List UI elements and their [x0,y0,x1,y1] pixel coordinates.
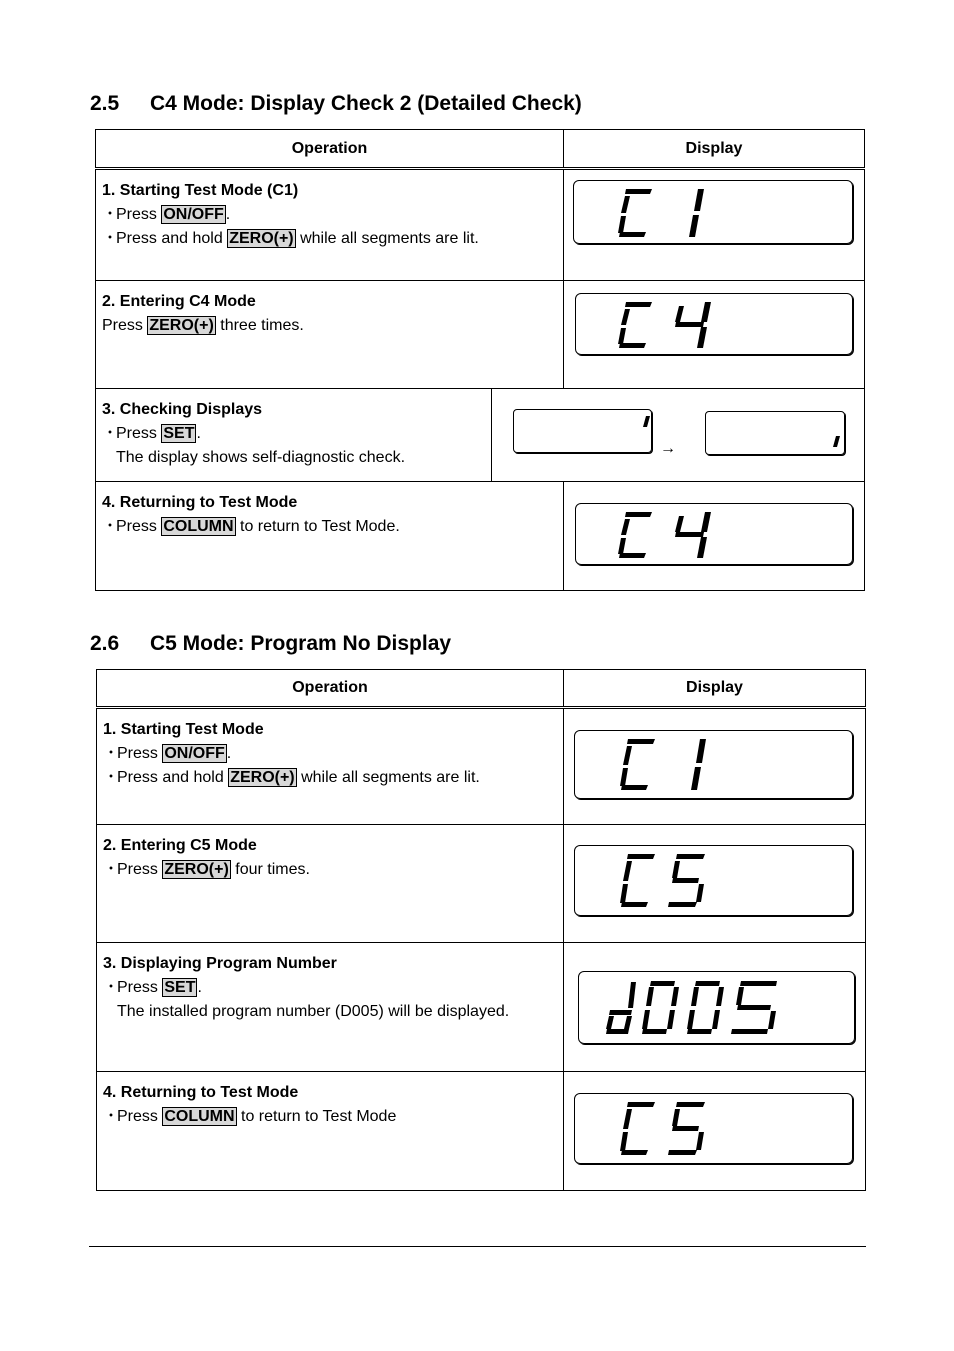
section-heading-2-6 [90,632,451,656]
segment [672,861,680,878]
segment [691,987,699,1006]
bullet-glyph: ・ [103,1108,120,1125]
segment [627,1102,655,1107]
segment [667,1010,675,1029]
section-number: 2.6 [90,632,120,655]
segment [691,767,701,790]
section-title: C5 Mode: Program No Display [150,632,452,655]
text: . [196,425,201,442]
operation-cell [96,482,564,591]
bullet-glyph: ・ [103,745,120,762]
bullet-line [103,976,557,1000]
segment [768,1011,776,1029]
text: four times. [230,861,310,878]
lcd-digits [579,972,854,1043]
text: while all segments are lit. [295,230,479,247]
segment [646,987,654,1006]
operation-cell [96,389,492,482]
step-title: 2. Entering C5 Mode [103,837,257,854]
text: to return to Test Mode [236,1108,397,1125]
text: Press [117,861,163,878]
segment [672,878,699,883]
text: Press [116,518,162,535]
segment [676,854,705,859]
text: Press and hold [117,769,229,786]
segment [689,215,699,237]
key-zero-plus: ZERO(+) [149,317,214,334]
text: . [197,979,202,996]
header-display: Display [564,670,866,708]
text: while all segments are lit. [296,769,480,786]
operation-cell [97,1072,564,1191]
segment [625,189,652,194]
bullet-glyph: ・ [102,230,119,247]
key-column: COLUMN [164,1108,235,1125]
bullet-line [103,858,557,882]
c5-mode-table [96,669,866,1191]
section-heading-2-5 [90,92,582,116]
bullet-glyph: ・ [103,861,120,878]
lcd-display-c1 [573,180,853,244]
segment [675,516,684,532]
step-title: 1. Starting Test Mode (C1) [102,182,299,199]
bullet-line [102,203,557,227]
segment [675,306,684,322]
lcd-digits [706,412,844,454]
arrow-right-icon: → [660,440,676,457]
segment [676,1102,705,1107]
display-cell [564,281,865,389]
segment [620,884,628,903]
section-title: C4 Mode: Display Check 2 (Detailed Check) [150,92,582,115]
table-row [96,281,865,389]
lcd-digits [575,846,852,915]
bullet-glyph: ・ [102,206,119,223]
segment [643,416,650,427]
lcd-digits [575,731,852,798]
operation-cell [97,825,564,943]
section-number: 2.5 [90,92,120,115]
operation-cell [97,708,564,825]
segment [833,436,840,447]
segment [687,1010,695,1029]
bullet-glyph: ・ [103,769,120,786]
display-cell [564,169,865,281]
segment [737,1005,771,1010]
note-line: The installed program number (D005) will be displayed. [117,1003,510,1020]
table-header-row [97,670,866,708]
segment [627,739,655,744]
step-title: 3. Displaying Program Number [103,955,337,972]
display-cell [564,943,866,1072]
segment [716,987,724,1006]
key-on-off: ON/OFF [163,206,224,223]
lcd-display-c4 [575,503,853,565]
segment [619,343,646,348]
lcd-display-check-1 [513,409,652,453]
segment [696,884,704,902]
segment [618,328,626,344]
text: . [226,745,232,762]
key-on-off: ON/OFF [164,745,225,762]
segment [697,327,707,348]
lcd-digits [576,294,852,354]
segment [618,538,626,554]
footer-rule [89,1246,866,1247]
bullet-line [102,515,557,539]
segment [650,981,675,986]
bullet-glyph: ・ [102,425,119,442]
text: Press [116,206,162,223]
note-line: The display shows self-diagnostic check. [116,449,406,466]
text: Press [117,979,163,996]
header-display: Display [564,130,865,169]
segment [701,512,711,532]
segment [740,981,777,986]
segment [736,987,744,1005]
segment [671,987,679,1006]
segment [621,196,630,213]
operation-cell [97,943,564,1072]
segment [620,768,628,786]
segment [697,537,707,558]
lcd-digits [576,504,852,564]
text: Press [102,317,148,334]
segment [675,532,704,537]
step-title: 4. Returning to Test Mode [102,494,298,511]
header-operation: Operation [97,670,564,708]
text: three times. [215,317,304,334]
segment [621,785,648,790]
segment [642,1010,650,1029]
header-operation: Operation [96,130,564,169]
bullet-glyph: ・ [103,979,120,996]
text: Press [117,1108,163,1125]
segment [619,232,646,237]
segment [606,1029,629,1034]
key-column: COLUMN [163,518,234,535]
lcd-display-d005 [578,971,855,1044]
lcd-display-c5 [574,845,853,916]
lcd-digits [574,181,852,243]
key-zero-plus: ZERO(+) [229,230,294,247]
segment [672,1126,699,1131]
segment [620,1132,628,1151]
segment [687,1029,712,1034]
segment [623,1109,632,1129]
key-zero-plus: ZERO(+) [164,861,229,878]
key-zero-plus: ZERO(+) [230,769,295,786]
bullet-glyph: ・ [102,518,119,535]
segment [625,302,652,307]
c4-mode-table [95,129,865,591]
segment [618,216,626,233]
table-row [96,389,865,482]
lcd-display-check-2 [705,411,845,455]
table-row [97,1072,866,1191]
segment [621,1150,648,1155]
display-cell [564,1072,866,1191]
bullet-line [102,422,485,446]
segment [642,1029,667,1034]
segment [695,981,720,986]
text: . [225,206,231,223]
step-title: 3. Checking Displays [102,401,263,418]
table-row [97,943,866,1072]
lcd-digits [575,1094,852,1163]
text: Press [117,745,163,762]
table-row [97,708,866,825]
lcd-digits [514,410,651,452]
display-cell [492,389,865,482]
display-cell [564,482,865,591]
table-row [96,169,865,281]
lcd-display-c4 [575,293,853,355]
segment [621,309,630,325]
segment [701,302,711,322]
text: Press [116,425,162,442]
segment [712,1010,720,1029]
segment [731,1029,768,1034]
segment [621,519,630,535]
segment [696,739,706,763]
table-header-row [96,130,865,169]
segment [619,553,646,558]
step-title: 2. Entering C4 Mode [102,293,256,310]
step-title: 4. Returning to Test Mode [103,1084,299,1101]
bullet-line [102,227,557,251]
segment [625,512,652,517]
bullet-line [103,766,557,790]
text: Press and hold [116,230,228,247]
segment [694,189,704,211]
display-cell [564,708,866,825]
segment [696,1132,704,1150]
segment [624,1016,632,1029]
segment [675,322,704,327]
segment [628,982,636,1008]
segment [668,1150,697,1155]
segment [621,902,648,907]
segment [623,861,632,881]
instruction-line [102,314,557,338]
key-set: SET [164,979,196,996]
bullet-line [103,1105,557,1129]
segment [672,1109,680,1126]
table-row [97,825,866,943]
segment [606,1016,614,1029]
lcd-display-c5 [574,1093,853,1164]
text: to return to Test Mode. [235,518,400,535]
operation-cell [96,281,564,389]
key-set: SET [163,425,195,442]
segment [627,854,655,859]
display-cell [564,825,866,943]
step-title: 1. Starting Test Mode [103,721,264,738]
table-row [96,482,865,591]
segment [668,902,697,907]
operation-cell [96,169,564,281]
lcd-display-c1 [574,730,853,799]
bullet-line [103,742,557,766]
segment [609,1010,632,1015]
segment [623,746,632,765]
